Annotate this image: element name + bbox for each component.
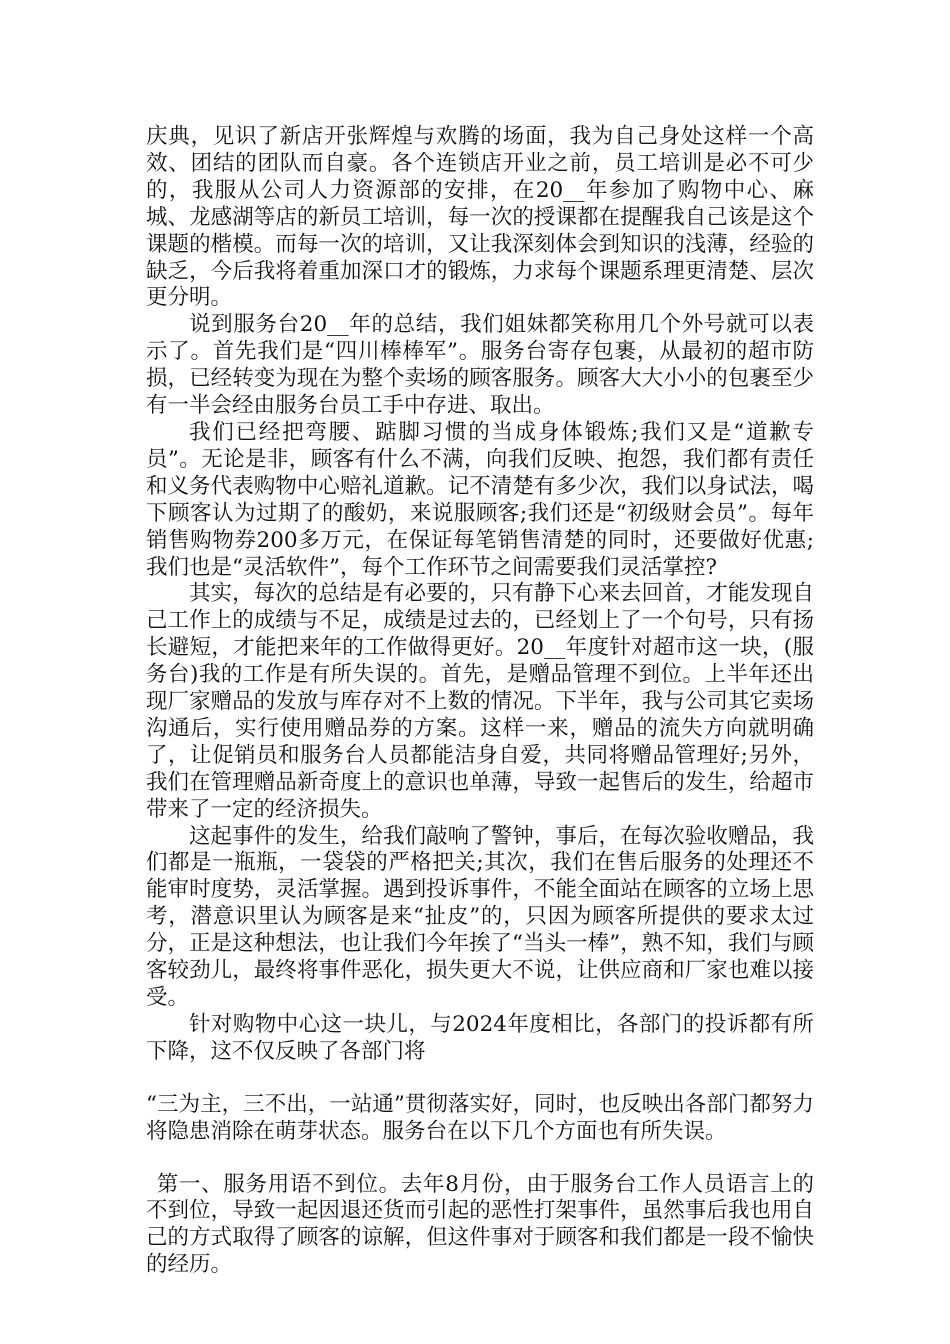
paragraph-7: “三为主，三不出，一站通”贯彻落实好，同时，也反映出各部门都努力将隐患消除在萌芽状态。服务台在以下几个方面也有所失误。 bbox=[146, 1091, 814, 1144]
paragraph-8: 第一、服务用语不到位。去年8月份，由于服务台工作人员语言上的不到位，导致一起因退还货而引起的恶性打架事件，虽然事后我也用自己的方式取得了顾客的谅解，但这件事对于顾客和我们都是一段不愉快的经历。 bbox=[146, 1171, 814, 1278]
paragraph-1: 庆典，见识了新店开张辉煌与欢腾的场面，我为自己身处这样一个高效、团结的团队而自豪。各个连锁店开业之前，员工培训是必不可少的，我服从公司人力资源部的安排，在20__年参加了购物中心、麻城、龙感湖等店的新员工培训，每一次的授课都在提醒我自己该是这个课题的楷模。而每一次的培训，又让我深刻体会到知识的浅薄，经验的缺乏，今后我将着重加深口才的锻炼，力求每个课题系理更清楚、层次更分明。 bbox=[146, 124, 814, 311]
paragraph-4: 其实，每次的总结是有必要的，只有静下心来去回首，才能发现自己工作上的成绩与不足，成绩是过去的，已经划上了一个句号，只有扬长避短，才能把来年的工作做得更好。20__年度针对超市这一块，(服务台)我的工作是有所失误的。首先，是赠品管理不到位。上半年还出现厂家赠品的发放与库存对不上数的情况。下半年，我与公司其它卖场沟通后，实行使用赠品券的方案。这样一来，赠品的流失方向就明确了，让促销员和服务台人员都能洁身自爱，共同将赠品管理好;另外，我们在管理赠品新奇度上的意识也单薄，导致一起售后的发生，给超市带来了一定的经济损失。 bbox=[146, 581, 814, 822]
paragraph-5: 这起事件的发生，给我们敲响了警钟，事后，在每次验收赠品，我们都是一瓶瓶，一袋袋的严格把关;其次，我们在售后服务的处理还不能审时度势，灵活掌握。遇到投诉事件，不能全面站在顾客的立场上思考，潜意识里认为顾客是来“扯皮”的，只因为顾客所提供的要求太过分，正是这种想法，也让我们今年挨了“当头一棒”，熟不知，我们与顾客较劲儿，最终将事件恶化，损失更大不说，让供应商和厂家也难以接受。 bbox=[146, 823, 814, 1010]
paragraph-3: 我们已经把弯腰、踮脚习惯的当成身体锻炼;我们又是“道歉专员”。无论是非，顾客有什么不满，向我们反映、抱怨，我们都有责任和义务代表购物中心赔礼道歉。记不清楚有多少次，我们以身试法，喝下顾客认为过期了的酸奶，来说服顾客;我们还是“初级财会员”。每年销售购物券200多万元，在保证每笔销售清楚的同时，还要做好优惠;我们也是“灵活软件”，每个工作环节之间需要我们灵活掌控? bbox=[146, 419, 814, 580]
paragraph-6: 针对购物中心这一块儿，与2024年度相比，各部门的投诉都有所下降，这不仅反映了各部门将 bbox=[146, 1011, 814, 1064]
paragraph-2: 说到服务台20__年的总结，我们姐妹都笑称用几个外号就可以表示了。首先我们是“四川棒棒军”。服务台寄存包裹，从最初的超市防损，已经转变为现在为整个卖场的顾客服务。顾客大大小小的包裹至少有一半会经由服务台员工手中存进、取出。 bbox=[146, 312, 814, 419]
document-body bbox=[146, 124, 814, 1279]
